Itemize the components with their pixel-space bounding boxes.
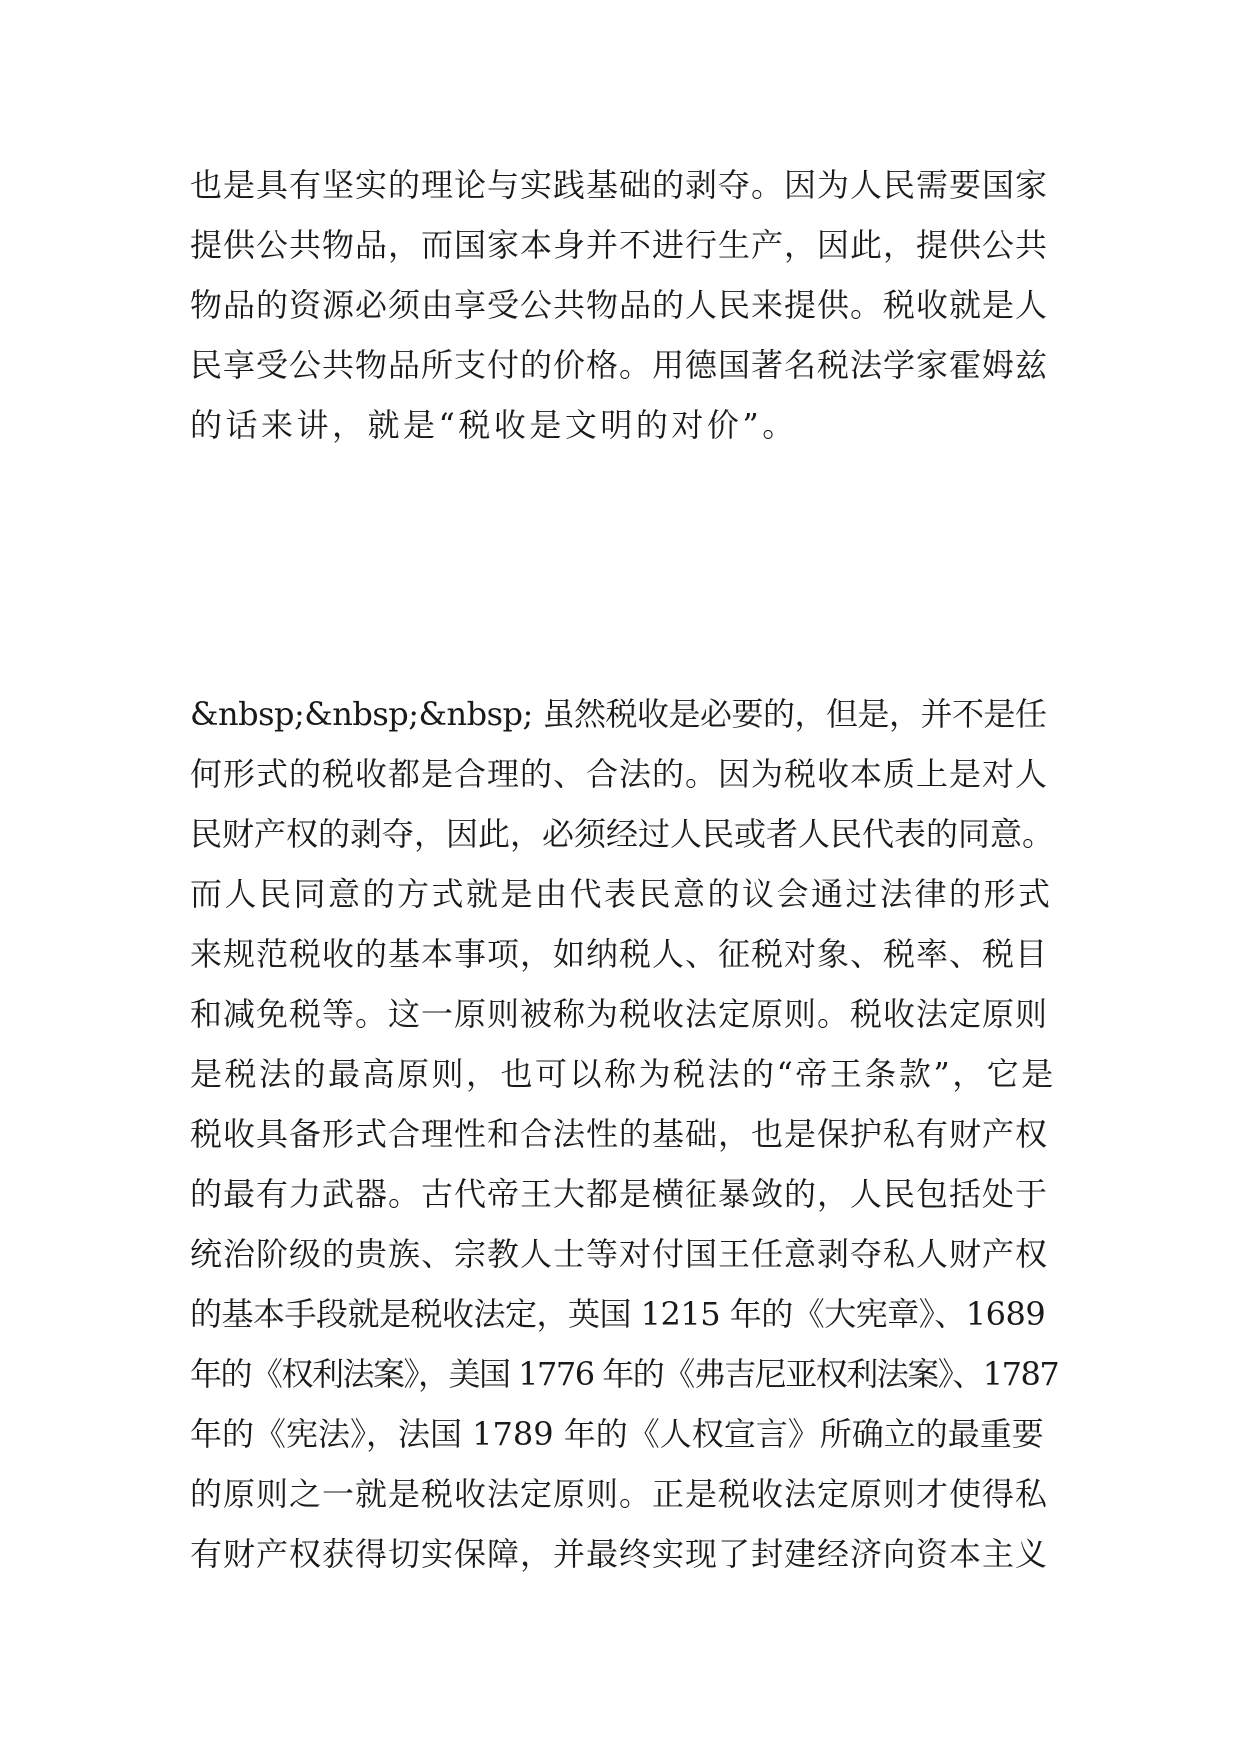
paragraph-1 [190, 155, 1058, 455]
text-line: 年的《宪法》，法国 1789 年的《人权宣言》所确立的最重要 [190, 1415, 1044, 1453]
text-line: 民享受公共物品所支付的价格。用德国著名税法学家霍姆兹 [190, 346, 1049, 384]
text-line: 物品的资源必须由享受公共物品的人民来提供。税收就是人 [190, 286, 1049, 324]
text-line: 的原则之一就是税收法定原则。正是税收法定原则才使得私 [190, 1475, 1049, 1513]
text-line: 年的《权利法案》，美国 1776 年的《弗吉尼亚权利法案》、1787 [190, 1355, 1059, 1393]
text-line: &nbsp;&nbsp;&nbsp; 虽然税收是必要的，但是，并不是任 [190, 695, 1047, 733]
text-line: 有财产权获得切实保障，并最终实现了封建经济向资本主义 [190, 1535, 1049, 1573]
text-line: 的话来讲，就是“税收是文明的对价”。 [190, 406, 798, 444]
text-line: 提供公共物品，而国家本身并不进行生产，因此，提供公共 [190, 226, 1049, 264]
text-line: 而人民同意的方式就是由代表民意的议会通过法律的形式 [190, 875, 1053, 913]
text-line: 统治阶级的贵族、宗教人士等对付国王任意剥夺私人财产权 [190, 1235, 1049, 1273]
text-line: 税收具备形式合理性和合法性的基础，也是保护私有财产权 [190, 1115, 1049, 1153]
text-line: 也是具有坚实的理论与实践基础的剥夺。因为人民需要国家 [190, 166, 1049, 204]
text-line: 是税法的最高原则，也可以称为税法的“帝王条款”，它是 [190, 1055, 1056, 1093]
text-line: 的最有力武器。古代帝王大都是横征暴敛的，人民包括处于 [190, 1175, 1049, 1213]
paragraph-2 [190, 684, 1058, 1584]
text-line: 的基本手段就是税收法定，英国 1215 年的《大宪章》、1689 [190, 1295, 1046, 1333]
text-line: 来规范税收的基本事项，如纳税人、征税对象、税率、税目 [190, 935, 1049, 973]
text-line: 民财产权的剥夺，因此，必须经过人民或者人民代表的同意。 [190, 815, 1055, 853]
text-line: 何形式的税收都是合理的、合法的。因为税收本质上是对人 [190, 755, 1049, 793]
text-line: 和减免税等。这一原则被称为税收法定原则。税收法定原则 [190, 995, 1049, 1033]
